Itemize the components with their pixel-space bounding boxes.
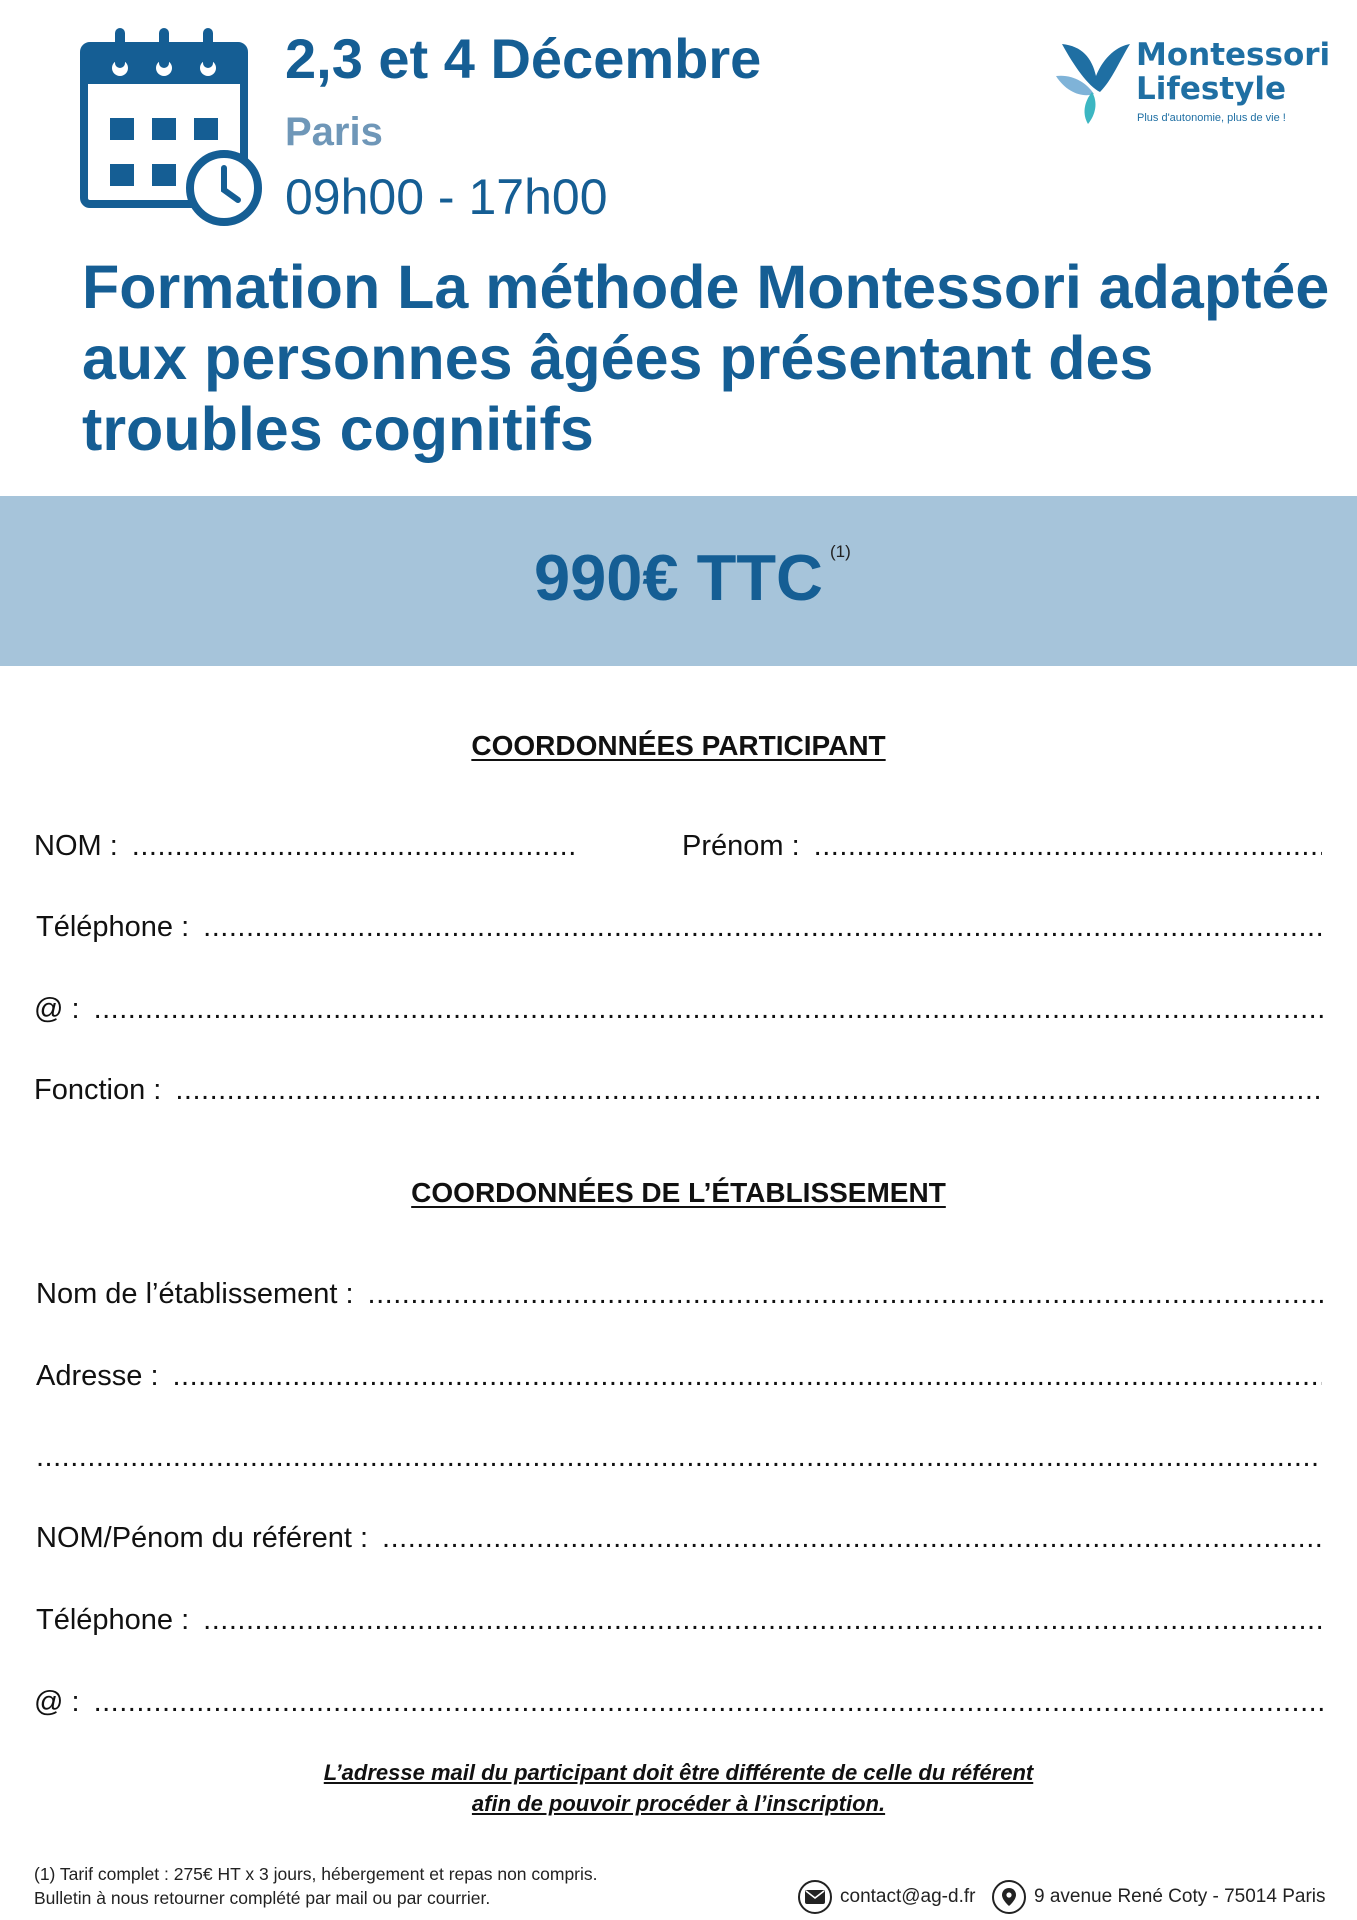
participant-email-field[interactable] — [34, 993, 1324, 1026]
etablissement-nom-field[interactable] — [36, 1278, 1324, 1311]
footer-email[interactable] — [798, 1880, 975, 1914]
email-warning-note — [0, 1757, 1357, 1819]
email-warning-line1: L’adresse mail du participant doit être différente de celle du référent — [323, 1760, 1034, 1785]
price-amount: 990€ TTC — [533, 541, 823, 614]
footer-email-text: contact@ag-d.fr — [840, 1886, 976, 1907]
price-band — [0, 496, 1357, 666]
etablissement-nom-label: Nom de l’établissement : — [36, 1278, 354, 1310]
participant-fonction-label: Fonction : — [34, 1074, 162, 1106]
etablissement-email-label: @ : — [34, 1686, 80, 1718]
participant-prenom-field[interactable] — [682, 830, 1322, 863]
calendar-icon — [80, 24, 265, 229]
participant-nom-field[interactable] — [34, 830, 574, 863]
logo-line2: Lifestyle — [1136, 71, 1287, 107]
participant-prenom-label: Prénom : — [682, 830, 800, 862]
participant-telephone-field[interactable] — [36, 911, 1322, 944]
etablissement-telephone-field[interactable] — [36, 1604, 1322, 1637]
etablissement-referent-label: NOM/Pénom du référent : — [36, 1522, 369, 1554]
participant-nom-label: NOM : — [34, 830, 118, 862]
participant-email-label: @ : — [34, 993, 80, 1025]
logo-line1: Montessori — [1136, 37, 1331, 73]
montessori-lifestyle-logo — [1052, 36, 1331, 136]
bird-logo-icon — [1052, 36, 1132, 126]
event-hours: 09h00 - 17h00 — [285, 169, 608, 225]
footer-address-text: 9 avenue René Coty - 75014 Paris — [1034, 1886, 1326, 1907]
page-title: Formation La méthode Montessori adaptée aux personnes âgées présentant des troubles cognitifs — [82, 253, 1330, 463]
etablissement-telephone-label: Téléphone : — [36, 1604, 190, 1636]
participant-fonction-field[interactable] — [34, 1074, 1324, 1107]
event-date: 2,3 et 4 Décembre — [285, 27, 762, 90]
participant-telephone-label: Téléphone : — [36, 911, 190, 943]
event-city: Paris — [285, 110, 383, 154]
etablissement-referent-field[interactable] — [36, 1522, 1322, 1555]
etablissement-heading: COORDONNÉES DE L’ÉTABLISSEMENT — [411, 1177, 946, 1208]
etablissement-adresse-label: Adresse : — [36, 1360, 159, 1392]
footer-address — [992, 1880, 1326, 1914]
footer-notes — [34, 1862, 598, 1910]
etablissement-adresse-field[interactable] — [36, 1360, 1322, 1393]
email-warning-line2: afin de pouvoir procéder à l’inscription. — [471, 1791, 886, 1816]
footer-note-retour: Bulletin à nous retourner complété par mail ou par courrier. — [34, 1888, 491, 1908]
location-pin-icon — [992, 1880, 1026, 1914]
logo-tagline: Plus d'autonomie, plus de vie ! — [1137, 112, 1286, 124]
price-footnote-ref: (1) — [830, 542, 851, 561]
participant-heading: COORDONNÉES PARTICIPANT — [471, 730, 886, 761]
envelope-icon — [798, 1880, 832, 1914]
etablissement-email-field[interactable] — [34, 1686, 1324, 1719]
etablissement-adresse-line2-field[interactable] — [22, 1441, 1322, 1474]
footer-note-tarif: (1) Tarif complet : 275€ HT x 3 jours, hébergement et repas non compris. — [34, 1864, 598, 1884]
